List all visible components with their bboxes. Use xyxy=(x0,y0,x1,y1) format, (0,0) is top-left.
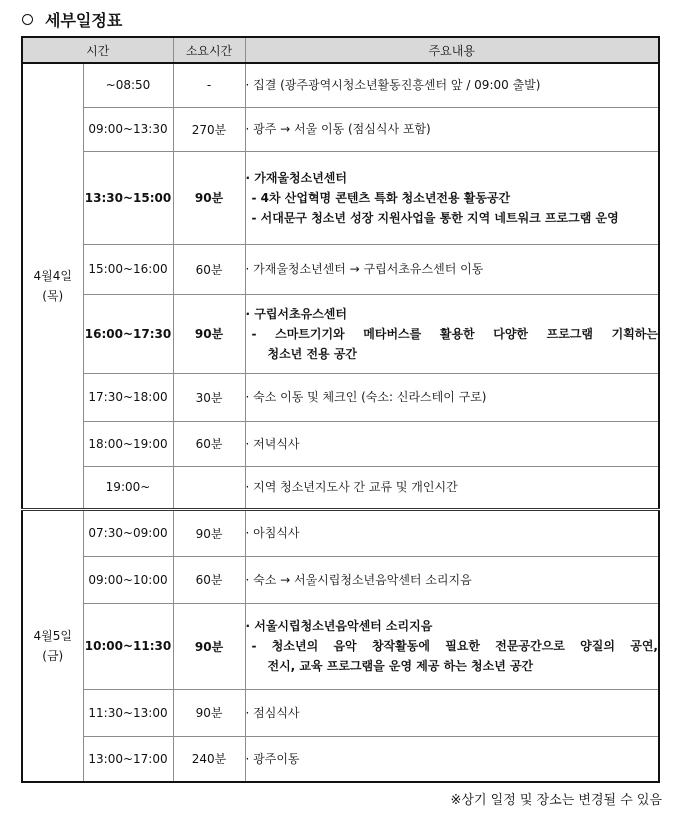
table-row xyxy=(22,107,659,151)
time-cell: 15:00~16:00 xyxy=(83,244,173,294)
duration-cell xyxy=(173,466,245,509)
content-cell xyxy=(245,509,659,556)
table-row xyxy=(22,466,659,509)
content-line: - 청소년의 음악 창작활동에 필요한 전문공간으로 양질의 공연, xyxy=(251,639,658,653)
duration-cell: 90분 xyxy=(173,509,245,556)
duration-cell: 90분 xyxy=(173,294,245,373)
page-title-text: 세부일정표 xyxy=(45,10,123,30)
duration-cell: 60분 xyxy=(173,556,245,603)
table-row xyxy=(22,736,659,782)
content-cell xyxy=(245,421,659,466)
duration-cell: 240분 xyxy=(173,736,245,782)
content-line: · 저녁식사 xyxy=(245,436,300,451)
time-cell: 19:00~ xyxy=(83,466,173,509)
content-line: - 스마트기기와 메타버스를 활용한 다양한 프로그램 기획하는 xyxy=(251,326,658,341)
content-line: · 구립서초유스센터 xyxy=(245,306,347,321)
table-row xyxy=(22,63,659,107)
header-time: 시간 xyxy=(22,37,173,63)
date-label: 4월4일 xyxy=(33,268,72,283)
content-line: 전시, 교육 프로그램을 운영 제공 하는 청소년 공간 xyxy=(267,659,534,673)
content-cell xyxy=(245,151,659,244)
header-content: 주요내용 xyxy=(245,37,659,63)
duration-cell: 30분 xyxy=(173,373,245,421)
duration-cell: - xyxy=(173,63,245,107)
content-line: 청소년 전용 공간 xyxy=(267,346,358,361)
content-line: - 4차 산업혁명 콘텐츠 특화 청소년전용 활동공간 xyxy=(251,190,511,205)
table-row xyxy=(22,689,659,736)
time-cell: 07:30~09:00 xyxy=(83,509,173,556)
time-cell: 13:30~15:00 xyxy=(83,151,173,244)
time-cell: ~08:50 xyxy=(83,63,173,107)
content-line: · 광주이동 xyxy=(245,751,300,766)
time-cell: 11:30~13:00 xyxy=(83,689,173,736)
table-row xyxy=(22,244,659,294)
table-row xyxy=(22,509,659,556)
date-label: 4월5일 xyxy=(33,628,72,643)
time-cell: 17:30~18:00 xyxy=(83,373,173,421)
table-row xyxy=(22,294,659,373)
weekday-label: (목) xyxy=(42,288,64,303)
content-cell xyxy=(245,244,659,294)
content-line: · 가재울청소년센터 → 구립서초유스센터 이동 xyxy=(245,262,484,276)
content-line: · 서울시립청소년음악센터 소리지음 xyxy=(245,619,433,633)
content-line: · 지역 청소년지도사 간 교류 및 개인시간 xyxy=(245,480,458,494)
duration-cell: 90분 xyxy=(173,603,245,689)
content-line: · 아침식사 xyxy=(245,526,300,540)
content-line: · 숙소 이동 및 체크인 (숙소: 신라스테이 구로) xyxy=(245,390,487,404)
schedule-table xyxy=(21,36,660,783)
content-cell xyxy=(245,294,659,373)
content-line: · 점심식사 xyxy=(245,705,300,720)
weekday-label: (금) xyxy=(42,648,64,663)
content-line: - 서대문구 청소년 성장 지원사업을 통한 지역 네트워크 프로그램 운영 xyxy=(251,210,619,225)
header-duration: 소요시간 xyxy=(173,37,245,63)
time-cell: 09:00~10:00 xyxy=(83,556,173,603)
time-cell: 16:00~17:30 xyxy=(83,294,173,373)
content-cell xyxy=(245,736,659,782)
duration-cell: 90분 xyxy=(173,689,245,736)
time-cell: 13:00~17:00 xyxy=(83,736,173,782)
content-line: · 광주 → 서울 이동 (점심식사 포함) xyxy=(245,122,431,136)
duration-cell: 60분 xyxy=(173,421,245,466)
content-cell xyxy=(245,107,659,151)
content-cell xyxy=(245,603,659,689)
table-row xyxy=(22,603,659,689)
table-row xyxy=(22,556,659,603)
content-cell xyxy=(245,556,659,603)
duration-cell: 270분 xyxy=(173,107,245,151)
page-title xyxy=(20,6,122,32)
date-cell-day1 xyxy=(22,63,83,509)
circle-bullet-icon xyxy=(22,14,33,25)
duration-cell: 90분 xyxy=(173,151,245,244)
content-line: · 집결 (광주광역시청소년활동진흥센터 앞 / 09:00 출발) xyxy=(245,78,541,93)
time-cell: 09:00~13:30 xyxy=(83,107,173,151)
content-line: · 가재울청소년센터 xyxy=(245,170,347,185)
table-row xyxy=(22,151,659,244)
table-header-row xyxy=(22,37,659,63)
time-cell: 18:00~19:00 xyxy=(83,421,173,466)
table-row xyxy=(22,373,659,421)
content-line: · 숙소 → 서울시립청소년음악센터 소리지음 xyxy=(245,572,472,587)
content-cell xyxy=(245,63,659,107)
table-row xyxy=(22,421,659,466)
footnote: ※상기 일정 및 장소는 변경될 수 있음 xyxy=(450,793,662,808)
time-cell: 10:00~11:30 xyxy=(83,603,173,689)
duration-cell: 60분 xyxy=(173,244,245,294)
content-cell xyxy=(245,373,659,421)
date-cell-day2 xyxy=(22,509,83,782)
content-cell xyxy=(245,689,659,736)
content-cell xyxy=(245,466,659,509)
